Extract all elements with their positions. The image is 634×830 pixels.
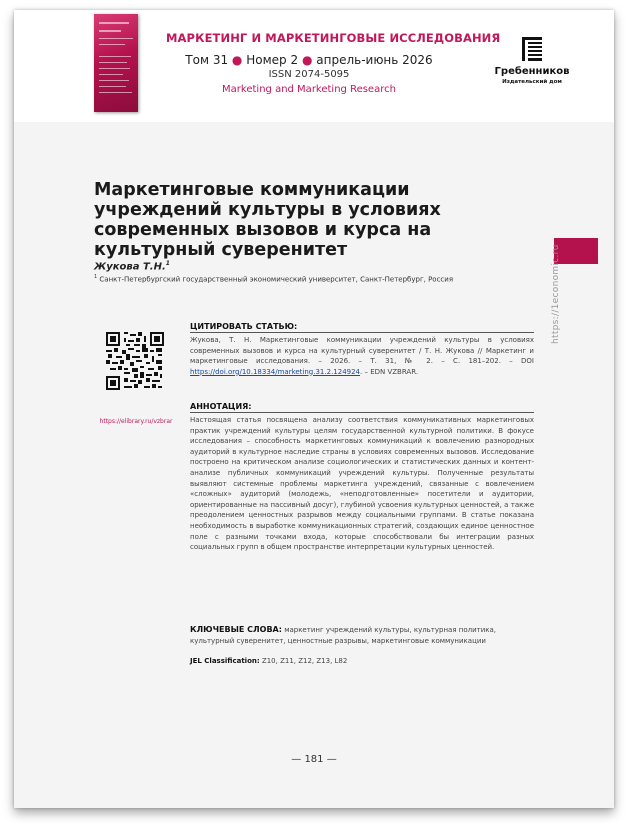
period: апрель-июнь 2026 — [316, 53, 433, 67]
english-title: Marketing and Marketing Research — [222, 84, 396, 95]
abstract-text: Настоящая статья посвящена анализу соответствия коммуникативных маркетинговых практик учреждений культуры целям государственной культурной политики. В фокусе исследования – способность маркетинговых коммуникаций к вовлечению разнородных аудиторий в культурное наследие страны в условиях современных вызовов. Исследование построено на критическом анализе социологических и статистических данных и контент-анализе публичных коммуникаций учреждений культуры. Полученные результаты выявляют системные проблемы маркетинга учреждений, связанные с вовлечением «сложных» аудиторий (молодежь, «неподготовленные» посетители и аудитории, ориентированные на пассивный досуг), глубиной усвоения культурных ценностей, а также преодолением ценностных разрывов между социальными группами. В статье показана необходимость в выработке коммуникационных стратегий, создающих единое ценностное поле с разными точками входа, которые способствовали бы интеграции разных социальных групп в общем пространстве интерпретации культурных ценностей. — [190, 416, 534, 552]
journal-title: МАРКЕТИНГ И МАРКЕТИНГОВЫЕ ИССЛЕДОВАНИЯ — [166, 31, 501, 45]
bullet-icon: ● — [301, 53, 313, 67]
qr-code-icon[interactable] — [106, 332, 164, 390]
publisher-logo-icon — [522, 37, 542, 61]
issn: ISSN 2074-5095 — [268, 69, 350, 80]
qr-url[interactable]: https://elibrary.ru/vzbrar — [99, 418, 173, 425]
publisher-subtitle: Издательский дом — [502, 79, 562, 85]
cite-text: Жукова, Т. Н. Маркетинговые коммуникации учреждений культуры в условиях современных вызовов и курса на культурный суверенитет / Т. Н. Жукова // Маркетинг и маркетинговые исследования. – 2026. – Т. 31, № 2. – С. 181–202. – DOI https://doi.org/10.18334/marketing.31.2.124924. – EDN VZBRAR. — [190, 336, 534, 376]
publisher-name: Гребенников — [494, 66, 570, 77]
jel-classification: JEL Classification: Z10, Z11, Z12, Z13, L82 — [190, 657, 348, 665]
volume: Том 31 — [185, 53, 229, 67]
journal-header — [14, 10, 614, 122]
number: Номер 2 — [246, 53, 299, 67]
author: Жукова Т.Н.$^1$ — [94, 260, 170, 273]
abstract-divider — [190, 412, 534, 413]
keywords: КЛЮЧЕВЫЕ СЛОВА: маркетинг учреждений культуры, культурная политика, культурный суверенитет, ценностные разрывы, маркетинговые коммуникации — [190, 625, 497, 645]
affiliation: $^1$ Санкт-Петербургский государственный экономический университет, Санкт-Петербург, Россия — [94, 274, 454, 284]
cite-heading: ЦИТИРОВАТЬ СТАТЬЮ: — [190, 322, 298, 331]
issue-info — [174, 53, 444, 67]
article-page — [14, 10, 614, 808]
page-number: — 181 — — [291, 754, 337, 765]
abstract-heading: АННОТАЦИЯ: — [190, 402, 252, 411]
side-url[interactable]: https://1economic.ru — [551, 244, 561, 344]
article-title: Маркетинговые коммуникации учреждений культуры в условиях современных вызовов и курса на культурный суверенитет — [94, 180, 441, 260]
doi-link[interactable]: https://doi.org/10.18334/marketing.31.2.124924 — [190, 367, 361, 376]
cite-divider — [190, 332, 534, 333]
journal-cover-image — [94, 14, 138, 112]
bullet-icon: ● — [231, 53, 243, 67]
